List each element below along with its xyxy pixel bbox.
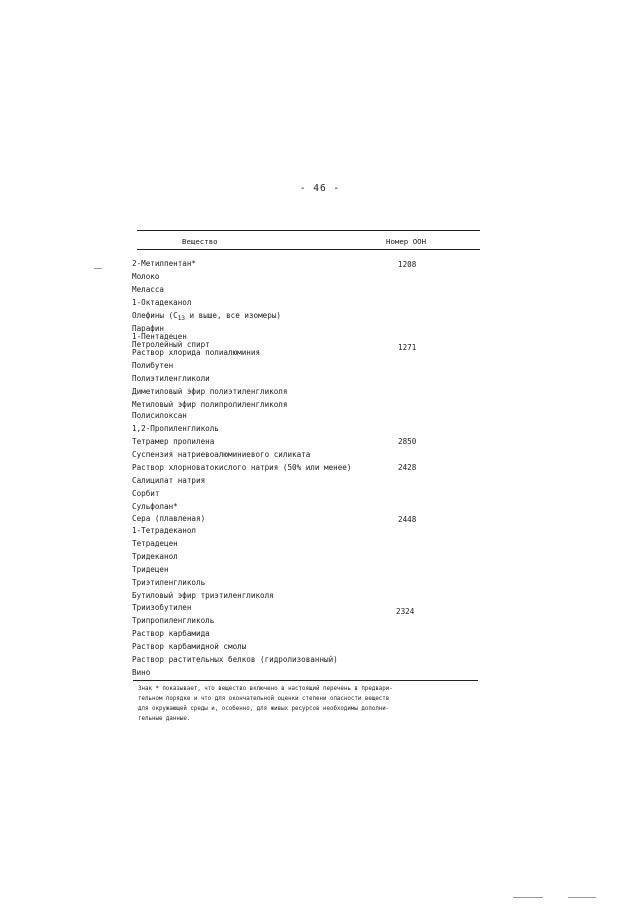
substance-name: Суспензия натриевоалюминиевого силиката (132, 450, 311, 459)
substance-name: Парафин (132, 324, 165, 333)
substance-name: 1-Октадеканол (132, 298, 192, 307)
table-row (132, 655, 338, 664)
table-row (132, 591, 274, 600)
substance-name: Сера (плавленая) (132, 514, 206, 523)
substance-name: 1,2-Пропиленгликоль (132, 424, 219, 433)
substance-name: Полиэтиленгликоли (132, 374, 210, 383)
substance-name: 2-Метилпентан* (132, 259, 197, 268)
substance-name: Бутиловый эфир триэтиленгликоля (132, 591, 274, 600)
table-row (132, 616, 214, 625)
column-header-un-number: Номер ООН (386, 237, 427, 246)
substance-name: Тридеканол (132, 552, 178, 561)
substance-name: Раствор карбамида (132, 629, 210, 638)
substance-name: Петролейный спирт (132, 340, 210, 349)
substance-name: Раствор хлорноватокислого натрия (50% или менее) (132, 463, 352, 472)
substance-name: Раствор растительных белков (гидролизованный) (132, 655, 338, 664)
substance-name: Тетрамер пропилена (132, 437, 215, 446)
table-row (132, 552, 178, 561)
substance-name: Триэтиленгликоль (132, 578, 206, 587)
un-number: 1271 (398, 343, 417, 352)
table-row (132, 502, 178, 511)
scan-artifact-line (513, 897, 543, 898)
table-row (132, 424, 219, 433)
table-row (132, 642, 246, 651)
substance-name: Меласса (132, 285, 165, 294)
table-top-rule (137, 230, 480, 231)
un-number: 2324 (396, 607, 415, 616)
table-row (132, 374, 210, 383)
table-row (132, 450, 310, 459)
substance-name: Раствор карбамидной смолы (132, 642, 247, 651)
table-row (132, 411, 187, 420)
substance-name: Тетрадецен (132, 539, 178, 548)
substance-name: Триизобутилен (132, 603, 192, 612)
table-row (132, 668, 150, 677)
footnote-line: Знак * показывает, что вещество включено в настоящий перечень в предвари- (138, 686, 393, 692)
substance-name: 1-Тетрадеканол (132, 526, 197, 535)
page-number: - 46 - (299, 183, 341, 194)
un-number: 2850 (398, 437, 417, 446)
table-row (132, 629, 210, 638)
un-number: 2448 (398, 515, 417, 524)
table-row (132, 400, 287, 409)
substance-name: Полисилоксан (132, 411, 187, 420)
scan-artifact-line (568, 897, 596, 898)
substance-name-subscript: 13 (177, 315, 185, 322)
table-row (132, 539, 178, 548)
table-row (132, 514, 205, 523)
table-row (132, 387, 287, 396)
substance-name: Метиловый эфир полипропиленгликоля (132, 400, 288, 409)
footnote (138, 684, 438, 724)
substance-name: Диметиловый эфир полиэтиленгликоля (132, 387, 288, 396)
scan-artifact-line (94, 268, 102, 269)
table-row (132, 348, 260, 357)
footnote-line: для окружающей среды и, особенно, для живых ресурсов необходимы дополни- (138, 706, 390, 712)
substance-name-suffix: и выше, все изомеры) (184, 311, 281, 320)
substance-name: Полибутен (132, 361, 174, 370)
substance-name: Сульфолан* (132, 502, 178, 511)
table-row (132, 298, 191, 307)
table-row (132, 259, 196, 268)
substance-name: Трипропиленгликоль (132, 616, 215, 625)
substance-name-prefix: Олефины (С (132, 311, 178, 320)
un-number: 2428 (398, 463, 417, 472)
table-row (132, 285, 164, 294)
table-row (132, 463, 351, 472)
table-row (132, 565, 169, 574)
substance-name: 1-Пентадецен (132, 332, 187, 341)
substance-name: Вино (132, 668, 151, 677)
table-row (132, 526, 196, 535)
table-header-rule (137, 249, 480, 250)
un-number: 1208 (398, 260, 417, 269)
table-row (132, 476, 205, 485)
footnote-line: тельном порядке и что для окончательной оценки степени опасности веществ (138, 696, 390, 702)
footnote-line: тельные данные. (138, 716, 191, 722)
substance-name: Сорбит (132, 489, 160, 498)
substance-name: Раствор хлорида полиалюминия (132, 348, 261, 357)
substance-name: Тридецен (132, 565, 169, 574)
table-row (132, 361, 173, 370)
table-row (132, 489, 159, 498)
column-header-substance: Вещество (182, 237, 218, 246)
substance-name: Салицилат натрия (132, 476, 206, 485)
table-row (132, 578, 205, 587)
table-row (132, 311, 281, 323)
table-row (132, 272, 159, 281)
table-row (132, 603, 191, 612)
substance-name: Молоко (132, 272, 160, 281)
table-row (132, 437, 214, 446)
footnote-rule (133, 680, 478, 681)
